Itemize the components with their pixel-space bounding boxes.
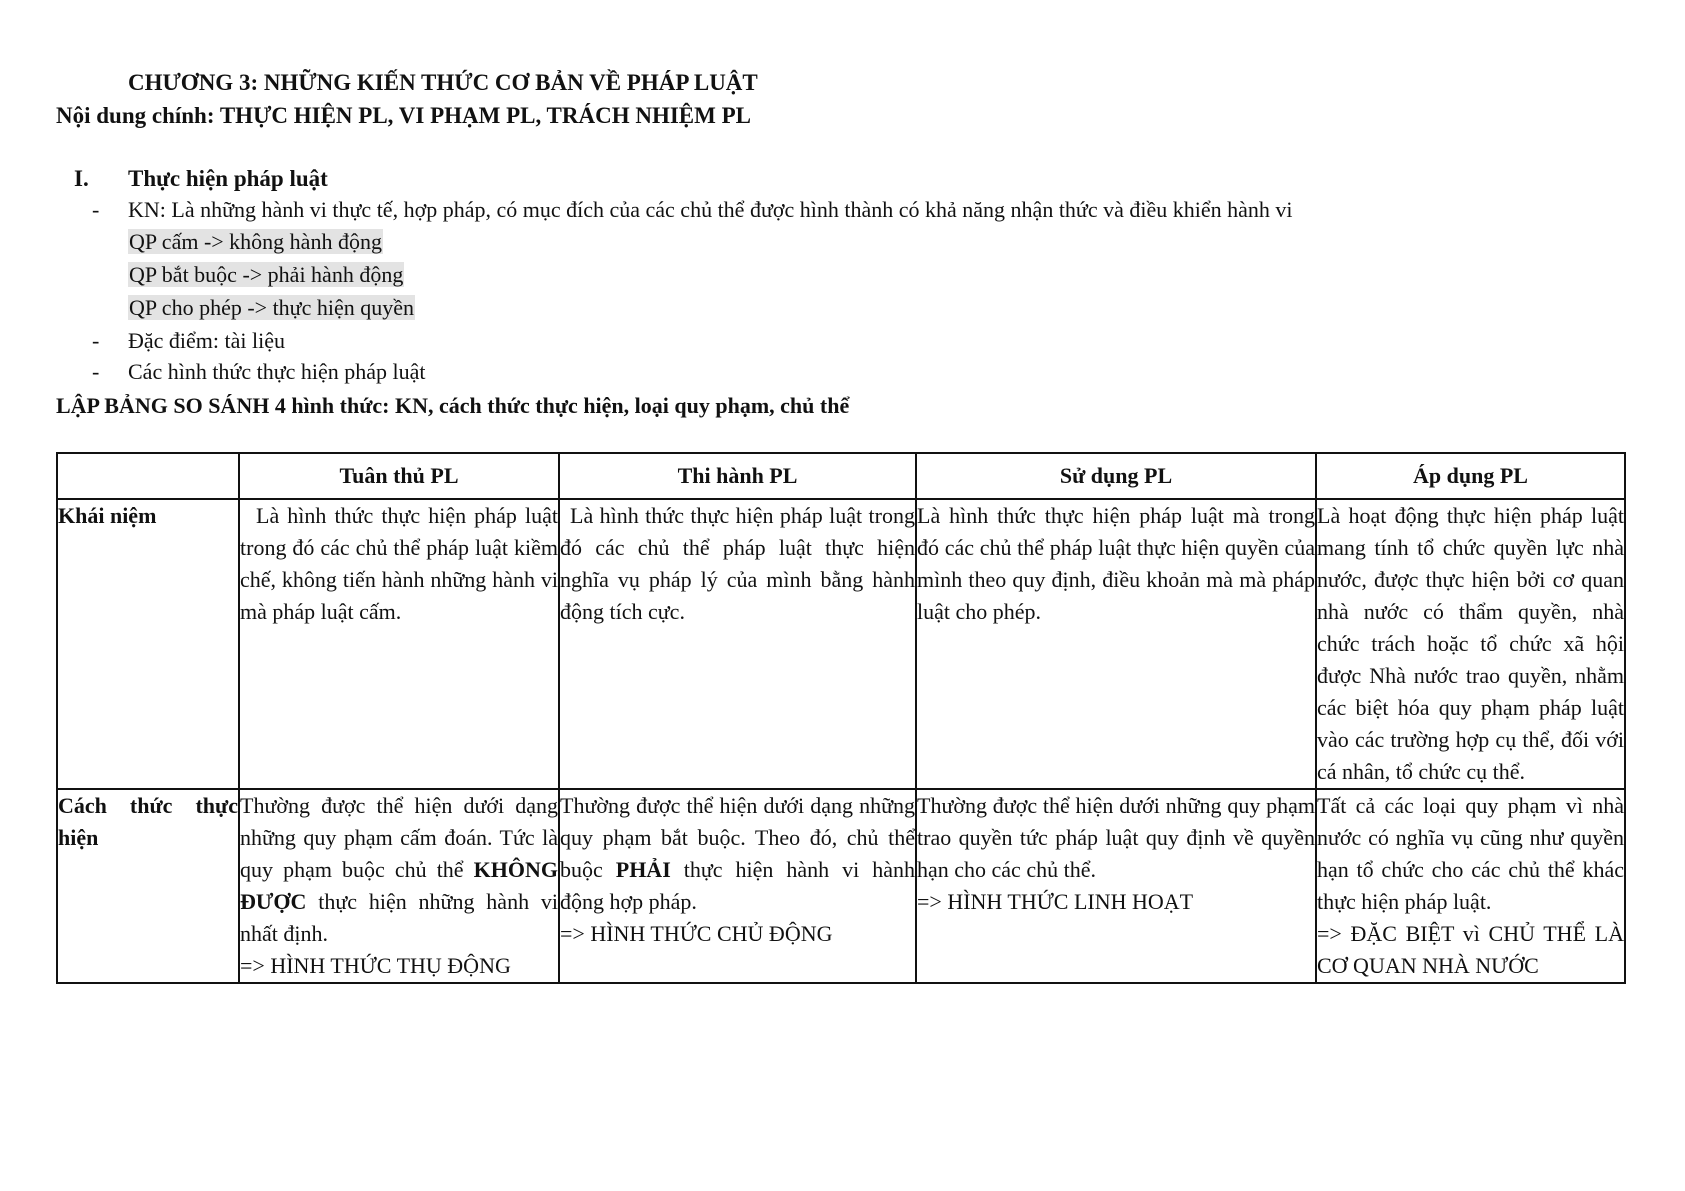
- row-label-cach-thuc: Cách thức thực hiện: [57, 789, 239, 983]
- forms-line: Các hình thức thực hiện pháp luật: [128, 359, 426, 384]
- table-row: [57, 499, 1625, 789]
- table-header-su-dung: Sử dụng PL: [916, 453, 1316, 499]
- cell-text-part: thực hiện những hành vi nhất định.: [240, 889, 559, 946]
- cell-tuan-thu-khai-niem: [239, 499, 559, 789]
- cell-text: Tất cả các loại quy phạm vì nhà nước có nghĩa vụ cũng như quyền hạn tổ chức cho các chủ thể khác thực hiện pháp luật.: [1317, 793, 1624, 914]
- cell-su-dung-cach-thuc: [916, 789, 1316, 983]
- cell-thi-hanh-cach-thuc: [559, 789, 916, 983]
- highlighted-text: QP cho phép -> thực hiện quyền: [129, 295, 415, 320]
- section-title: Thực hiện pháp luật: [128, 166, 328, 191]
- cell-text: Là hình thức thực hiện pháp luật trong đó các chủ thể pháp luật kiềm chế, không tiến hành những hành vi mà pháp luật cấm.: [240, 503, 558, 624]
- qp-batbuoc-line: [128, 261, 404, 289]
- cell-result: => HÌNH THỨC THỤ ĐỘNG: [240, 953, 511, 978]
- table-header-ap-dung: Áp dụng PL: [1316, 453, 1625, 499]
- comparison-table: [56, 452, 1626, 984]
- qp-cam-line: [128, 228, 383, 256]
- cell-text: [240, 790, 558, 950]
- cell-text-bold: PHẢI: [615, 857, 671, 882]
- cell-text-bold: KHÔNG ĐƯỢC: [240, 857, 558, 914]
- bullet-dash: -: [92, 359, 100, 384]
- table-header-tuan-thu: Tuân thủ PL: [239, 453, 559, 499]
- table-header-thi-hanh: Thi hành PL: [559, 453, 916, 499]
- highlighted-text: QP bắt buộc -> phải hành động: [129, 262, 404, 287]
- qp-chophep-line: [128, 294, 415, 322]
- bullet-dash: -: [92, 197, 100, 222]
- cell-su-dung-khai-niem: [916, 499, 1316, 789]
- characteristics-line: Đặc điểm: tài liệu: [128, 328, 285, 353]
- main-content-heading: Nội dung chính: THỰC HIỆN PL, VI PHẠM PL, TRÁCH NHIỆM PL: [56, 103, 751, 128]
- highlighted-text: QP cấm -> không hành động: [129, 229, 382, 254]
- chapter-title: CHƯƠNG 3: NHỮNG KIẾN THỨC CƠ BẢN VỀ PHÁP LUẬT: [128, 70, 758, 95]
- cell-text: Là hình thức thực hiện pháp luật mà trong đó các chủ thể pháp luật thực hiện quyền của mình theo quy định, điều khoản mà mà pháp luật cho phép.: [917, 503, 1315, 624]
- cell-text: Là hình thức thực hiện pháp luật trong đó các chủ thể pháp luật thực hiện nghĩa vụ pháp lý của mình bằng hành động tích cực.: [560, 503, 915, 624]
- table-header-row: [57, 453, 1625, 499]
- cell-tuan-thu-cach-thuc: [239, 789, 559, 983]
- cell-result: => ĐẶC BIỆT vì CHỦ THỂ LÀ CƠ QUAN NHÀ NƯỚC: [1317, 921, 1624, 978]
- cell-result: => HÌNH THỨC LINH HOẠT: [917, 889, 1194, 914]
- row-label-khai-niem: Khái niệm: [57, 499, 239, 789]
- cell-text-part: thực hiện hành vi hành động hợp pháp.: [560, 857, 915, 914]
- cell-ap-dung-cach-thuc: [1316, 789, 1625, 983]
- cell-text: [560, 790, 915, 918]
- concept-definition: KN: Là những hành vi thực tế, hợp pháp, có mục đích của các chủ thể được hình thành có khả năng nhận thức và điều khiển hành vi: [128, 197, 1293, 222]
- cell-text: Thường được thể hiện dưới những quy phạm trao quyền tức pháp luật quy định về quyền hạn cho các chủ thể.: [917, 793, 1315, 882]
- cell-result: => HÌNH THỨC CHỦ ĐỘNG: [560, 921, 833, 946]
- bullet-dash: -: [92, 328, 100, 353]
- cell-text-part: Thường được thể hiện dưới dạng những quy phạm bắt buộc. Theo đó, chủ thể buộc: [560, 793, 915, 882]
- cell-text: Là hoạt động thực hiện pháp luật mang tính tổ chức quyền lực nhà nước, được thực hiện bởi cơ quan nhà nước có thẩm quyền, nhà chức trách hoặc tổ chức xã hội được Nhà nước trao quyền, nhằm các biệt hóa quy phạm pháp luật vào các trường hợp cụ thể, đối với cá nhân, tổ chức cụ thể.: [1317, 503, 1624, 784]
- cell-text-part: Thường được thể hiện dưới dạng những quy phạm cấm đoán. Tức là quy phạm buộc chủ thể: [240, 793, 558, 882]
- table-row: [57, 789, 1625, 983]
- cell-thi-hanh-khai-niem: [559, 499, 916, 789]
- cell-ap-dung-khai-niem: [1316, 499, 1625, 789]
- section-heading: [74, 166, 328, 192]
- section-number: I.: [74, 166, 89, 191]
- comparison-title: LẬP BẢNG SO SÁNH 4 hình thức: KN, cách thức thực hiện, loại quy phạm, chủ thể: [56, 393, 850, 418]
- table-header-empty: [57, 453, 239, 499]
